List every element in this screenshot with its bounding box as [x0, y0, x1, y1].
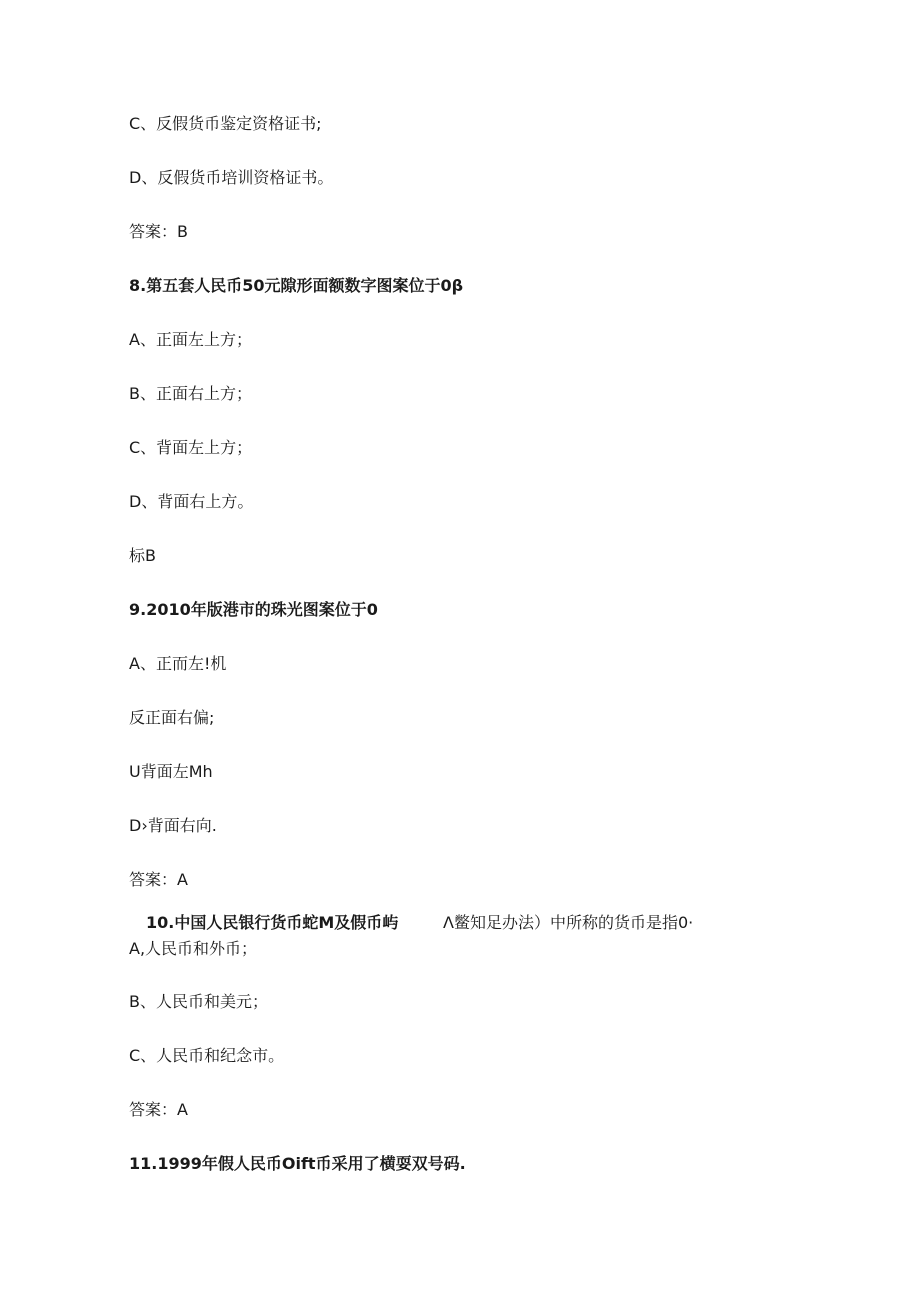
option-c-line: C、人民币和纪念市。: [129, 1046, 285, 1065]
question-11: 11.1999年假人民币Oift币采用了横耍双号码.: [129, 1154, 466, 1173]
option-b-line: 反正面右偏;: [129, 708, 215, 727]
option-d-line: D›背面右向.: [129, 816, 217, 835]
answer-line: 标B: [129, 546, 156, 565]
option-d-line: D、背面右上方。: [129, 492, 254, 511]
question-9: 9.2010年版港市的珠光图案位于0: [129, 600, 378, 619]
option-c-line: U背面左Mh: [129, 762, 213, 781]
option-b-line: B、人民币和美元；: [129, 992, 268, 1011]
option-c-line: C、背面左上方；: [129, 438, 253, 457]
option-a-line: A,人民币和外币；: [129, 939, 258, 958]
answer-line: 答案：A: [129, 870, 188, 889]
option-b-line: B、正面右上方；: [129, 384, 252, 403]
option-c-line: C、反假货币鉴定资格证书;: [129, 114, 322, 133]
answer-line: 答案：B: [129, 222, 188, 241]
question-8: 8.第五套人民币50元隙形面额数字图案位于0β: [129, 276, 464, 295]
option-d-line: D、反假货币培训资格证书。: [129, 168, 334, 187]
question-10-part1: 10.中国人民银行货币蛇M及假币屿: [146, 913, 399, 932]
answer-line: 答案：A: [129, 1100, 188, 1119]
option-a-line: A、正而左!机: [129, 654, 227, 673]
question-10-part2: Λ鳖知足办法）中所称的货币是指0·: [443, 913, 694, 932]
option-a-line: A、正面左上方；: [129, 330, 252, 349]
